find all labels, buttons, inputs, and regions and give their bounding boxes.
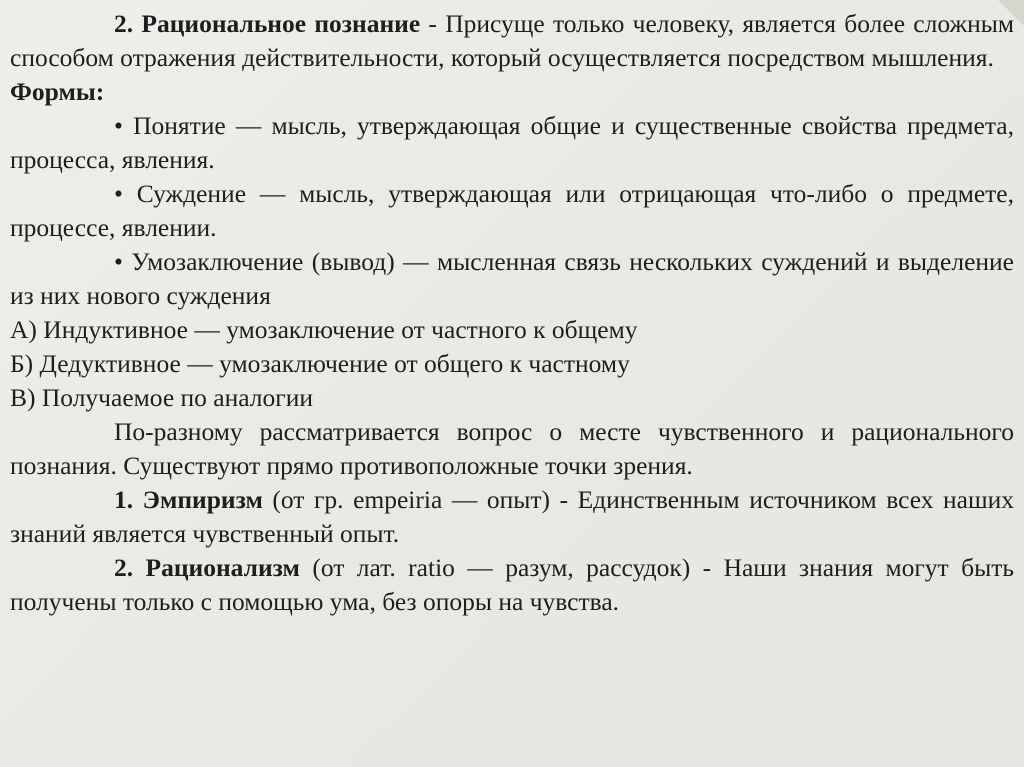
form-concept: • Понятие — мысль, утверждающая общие и существенные свойства предмета, процесса, явления. bbox=[10, 111, 1014, 174]
form-judgment: • Суждение — мысль, утверждающая или отрицающая что-либо о предмете, процессе, явлении. bbox=[10, 179, 1014, 242]
forms-heading-text: Формы: bbox=[10, 77, 105, 106]
slide-text bbox=[10, 7, 1014, 619]
rationalism-term: 2. Рационализм bbox=[114, 553, 300, 582]
paragraph-rationalism bbox=[10, 551, 1014, 619]
paragraph-empiricism bbox=[10, 483, 1014, 551]
form-inference: • Умозаключение (вывод) — мысленная связь нескольких суждений и выделение из них нового суждения bbox=[10, 247, 1014, 310]
paragraph-rational-cognition bbox=[10, 7, 1014, 75]
rationalism-definition: (от лат. ratio — разум, рассудок) - Наши знания могут быть получены только с помощью ума, без опоры на чувства. bbox=[10, 553, 1014, 616]
forms-heading bbox=[10, 75, 1014, 109]
inference-type-analogy: В) Получаемое по аналогии bbox=[10, 383, 314, 412]
empiricism-definition: (от гр. empeiria — опыт) - Единственным источником всех наших знаний является чувственный опыт. bbox=[10, 485, 1014, 548]
rational-cognition-definition: - Присуще только человеку, является более сложным способом отражения действительности, который осуществляется посредством мышления. bbox=[10, 9, 1014, 72]
inference-type-inductive: А) Индуктивное — умозаключение от частного к общему bbox=[10, 315, 638, 344]
inference-type-deductive: Б) Дедуктивное — умозаключение от общего к частному bbox=[10, 349, 630, 378]
paragraph-debate: По-разному рассматривается вопрос о месте чувственного и рационального познания. Существуют прямо противоположные точки зрения. bbox=[10, 417, 1014, 480]
rational-cognition-heading: 2. Рациональное познание bbox=[114, 9, 421, 38]
empiricism-term: 1. Эмпиризм bbox=[114, 485, 263, 514]
